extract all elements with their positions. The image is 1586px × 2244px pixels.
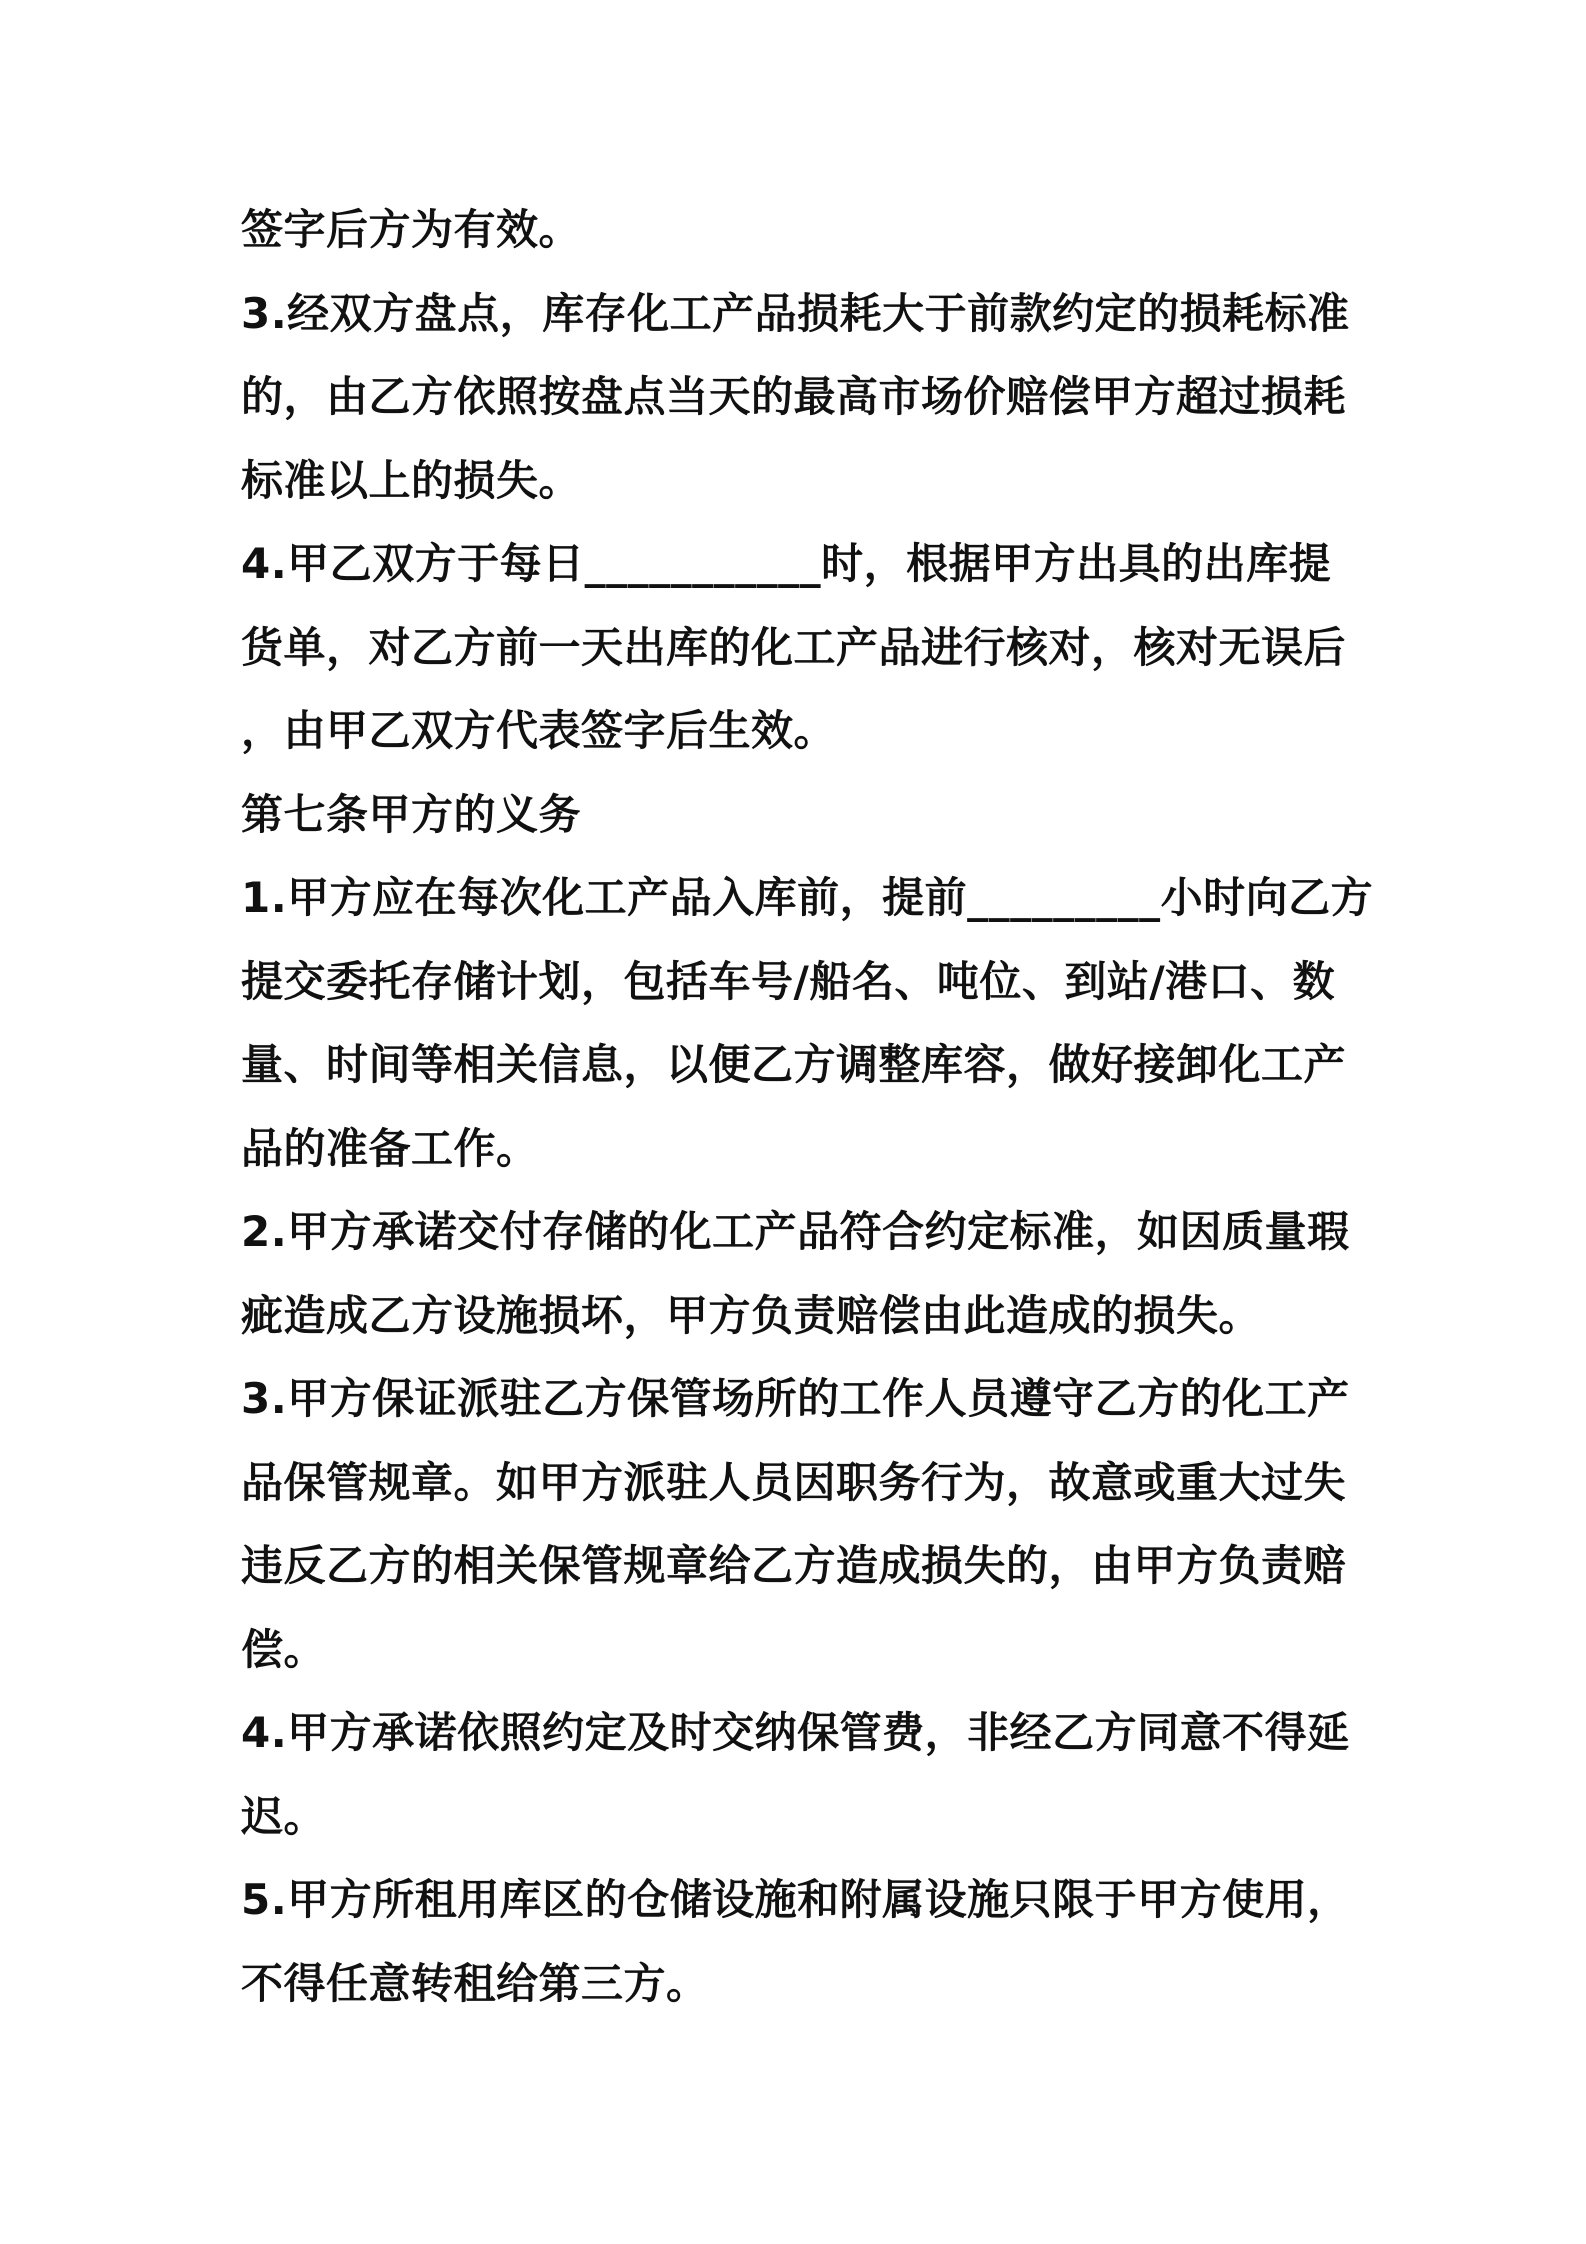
text-line: 5.甲方所租用库区的仓储设施和附属设施只限于甲方使用， [241, 1875, 1350, 1924]
text-line: 品保管规章。如甲方派驻人员因职务行为，故意或重大过失 [241, 1457, 1347, 1507]
text-line: 迟。 [241, 1791, 327, 1841]
text-line: 标准以上的损失。 [241, 455, 582, 505]
text-line: ，由甲乙双方代表签字后生效。 [241, 706, 837, 755]
text-line: 偿。 [241, 1624, 327, 1674]
contract-text-body [241, 188, 1374, 2025]
text-line: 违反乙方的相关保管规章给乙方造成损失的，由甲方负责赔 [241, 1541, 1347, 1590]
text-line: 不得任意转租给第三方。 [241, 1958, 709, 2008]
text-line: 疵造成乙方设施损坏，甲方负责赔偿由此造成的损失。 [241, 1290, 1262, 1340]
text-line: 品的准备工作。 [241, 1123, 539, 1173]
text-line: 提交委托存储计划，包括车号/船名、吨位、到站/港口、数 [241, 956, 1336, 1006]
text-line: 3.甲方保证派驻乙方保管场所的工作人员遵守乙方的化工产 [241, 1374, 1350, 1423]
text-line: 4.甲方承诺依照约定及时交纳保管费，非经乙方同意不得延 [241, 1708, 1350, 1757]
text-line: 量、时间等相关信息，以便乙方调整库容，做好接卸化工产 [241, 1040, 1347, 1089]
text-line: 2.甲方承诺交付存储的化工产品符合约定标准，如因质量瑕 [241, 1207, 1350, 1256]
text-line: 的，由乙方依照按盘点当天的最高市场价赔偿甲方超过损耗 [241, 372, 1347, 421]
section-heading: 第七条甲方的义务 [241, 789, 582, 839]
text-line: 货单，对乙方前一天出库的化工产品进行核对，核对无误后 [241, 622, 1347, 672]
text-line: 3.经双方盘点，库存化工产品损耗大于前款约定的损耗标准 [241, 288, 1350, 338]
text-line: 1.甲方应在每次化工产品入库前，提前_________小时向乙方 [241, 873, 1374, 922]
text-line: 签字后方为有效。 [241, 205, 582, 254]
text-line: 4.甲乙双方于每日___________时，根据甲方出具的出库提 [241, 539, 1332, 588]
